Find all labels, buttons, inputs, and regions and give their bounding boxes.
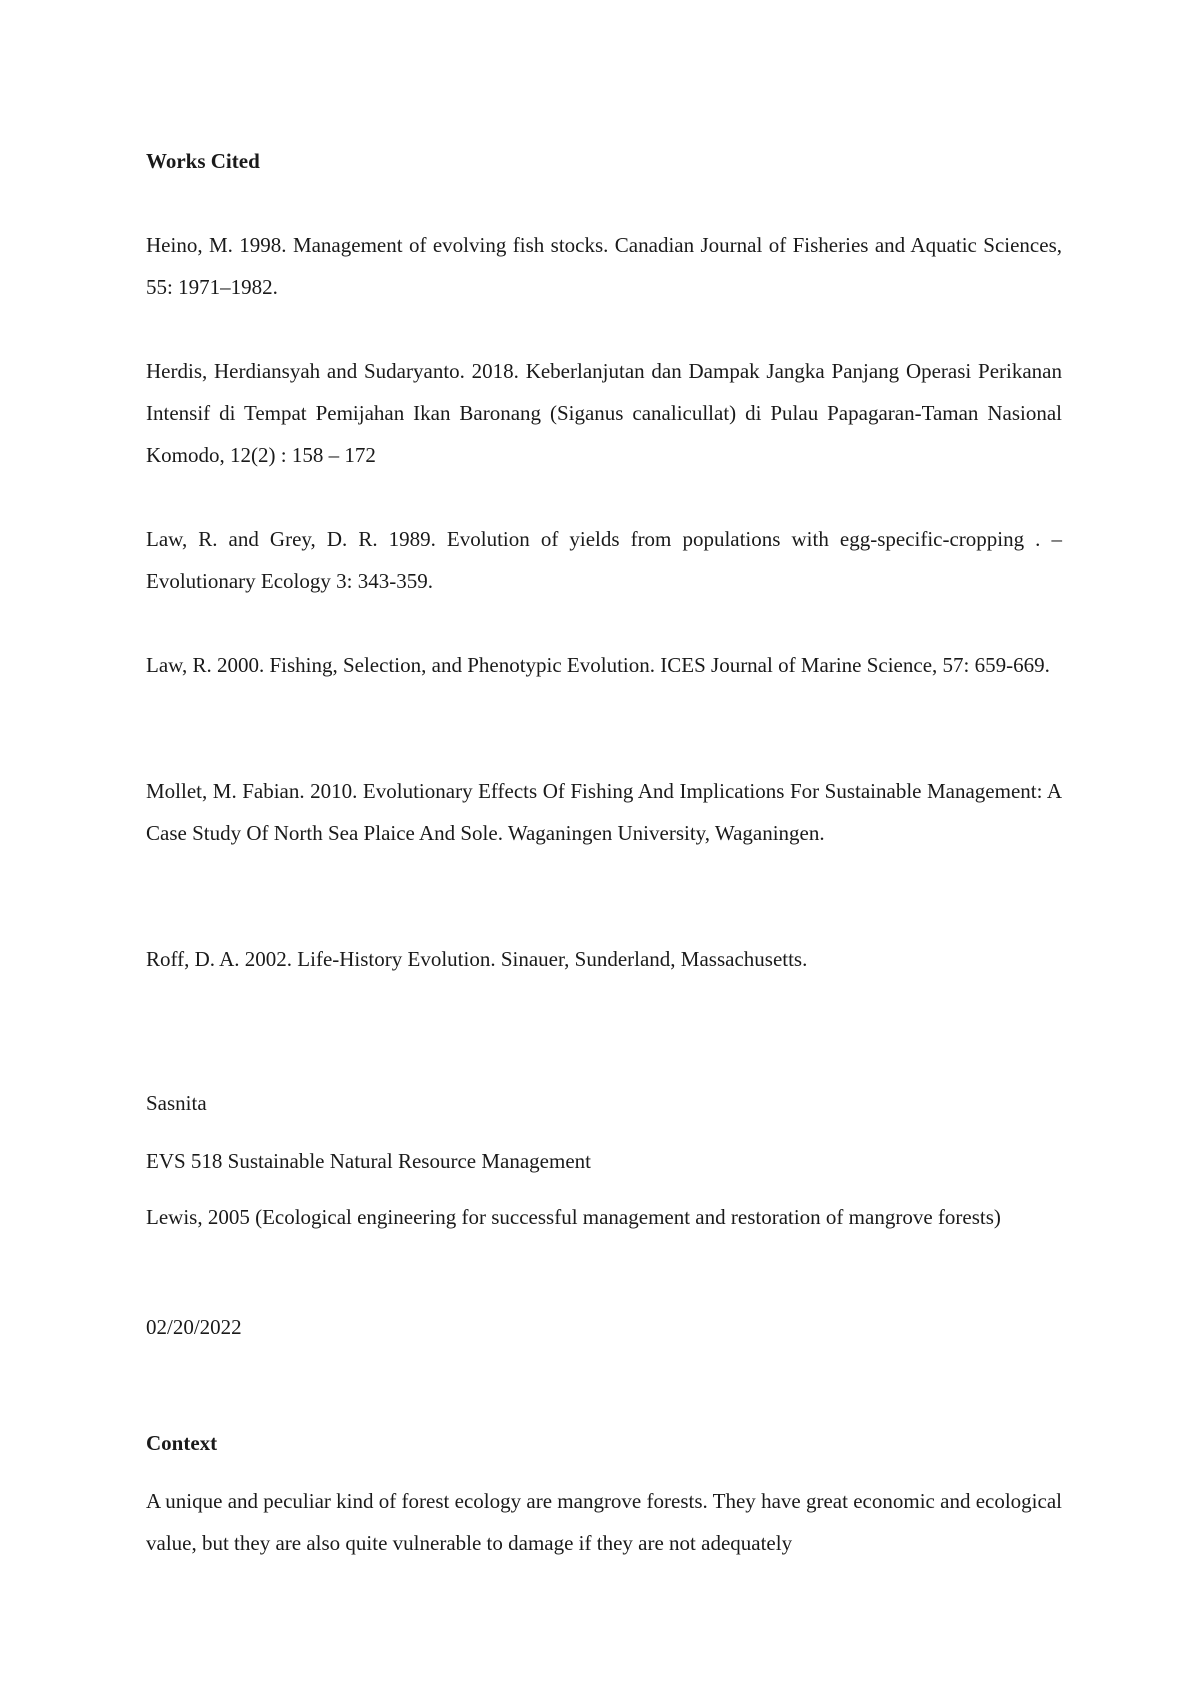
document-page	[146, 0, 1062, 1698]
works-cited-heading: Works Cited	[146, 149, 260, 173]
citation-entry: Heino, M. 1998. Management of evolving fish stocks. Canadian Journal of Fisheries and Aquatic Sciences, 55: 1971–1982.	[146, 233, 1062, 299]
citation-entry: Roff, D. A. 2002. Life-History Evolution. Sinauer, Sunderland, Massachusetts.	[146, 947, 808, 971]
context-heading: Context	[146, 1431, 218, 1455]
course-title: EVS 518 Sustainable Natural Resource Management	[146, 1149, 591, 1173]
citation-entry: Herdis, Herdiansyah and Sudaryanto. 2018. Keberlanjutan dan Dampak Jangka Panjang Operasi Perikanan Intensif di Tempat Pemijahan Ikan Baronang (Siganus canalicullat) di Pulau Papagaran-Taman Nasional Komodo, 12(2) : 158 – 172	[146, 359, 1062, 467]
citation-entry: Law, R. and Grey, D. R. 1989. Evolution of yields from populations with egg-specific-cropping . – Evolutionary Ecology 3: 343-359.	[146, 527, 1062, 593]
citation-entry: Mollet, M. Fabian. 2010. Evolutionary Effects Of Fishing And Implications For Sustainable Management: A Case Study Of North Sea Plaice And Sole. Waganingen University, Waganingen.	[146, 779, 1062, 845]
citation-entry: Law, R. 2000. Fishing, Selection, and Phenotypic Evolution. ICES Journal of Marine Science, 57: 659-669.	[146, 653, 1050, 677]
author-name: Sasnita	[146, 1091, 207, 1115]
assigned-reference: Lewis, 2005 (Ecological engineering for successful management and restoration of mangrove forests)	[146, 1205, 1001, 1229]
document-date: 02/20/2022	[146, 1315, 242, 1339]
context-paragraph: A unique and peculiar kind of forest ecology are mangrove forests. They have great economic and ecological value, but they are also quite vulnerable to damage if they are not adequately	[146, 1489, 1062, 1555]
